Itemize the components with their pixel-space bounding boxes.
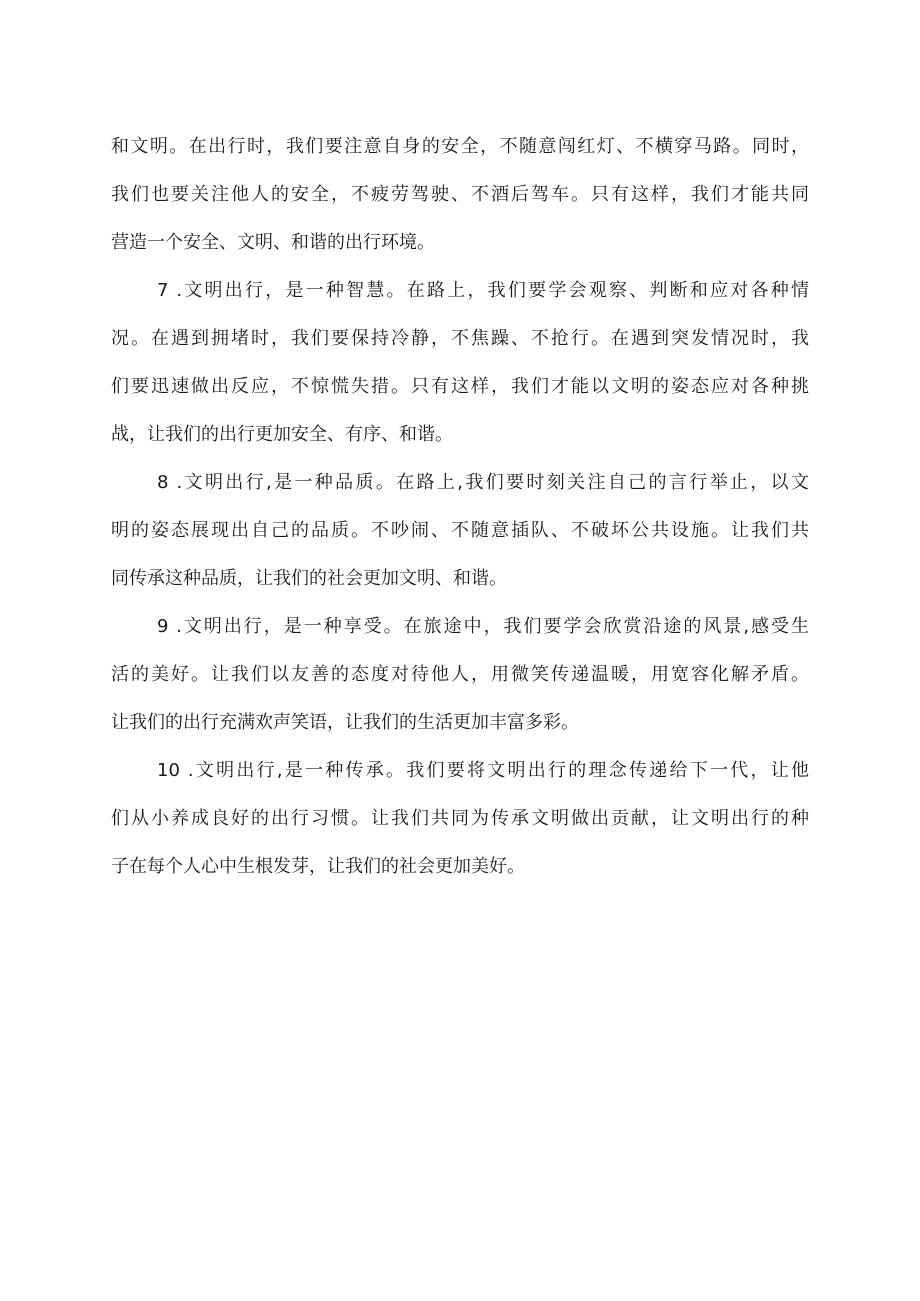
paragraph-7 xyxy=(111,267,809,459)
text-line: 况。在遇到拥堵时，我们要保持冷静，不焦躁、不抢行。在遇到突发情况时，我 xyxy=(111,328,809,349)
paragraph-8 xyxy=(111,459,809,603)
text-line: 子在每个人心中生根发芽，让我们的社会更加美好。 xyxy=(111,856,525,877)
text-line: 们从小养成良好的出行习惯。让我们共同为传承文明做出贡献，让文明出行的种 xyxy=(111,808,809,829)
paragraph-9 xyxy=(111,603,809,747)
text-line: 让我们的出行充满欢声笑语，让我们的生活更加丰富多彩。 xyxy=(111,712,579,733)
text-line: 明的姿态展现出自己的品质。不吵闹、不随意插队、不破坏公共设施。让我们共 xyxy=(111,520,809,541)
paragraph-6-continued xyxy=(111,123,809,267)
text-line: 10 .文明出行,是一种传承。我们要将文明出行的理念传递给下一代，让他 xyxy=(157,760,809,781)
text-line: 们要迅速做出反应，不惊慌失措。只有这样，我们才能以文明的姿态应对各种挑 xyxy=(111,376,809,397)
text-line: 同传承这种品质，让我们的社会更加文明、和谐。 xyxy=(111,568,507,589)
text-line: 9 .文明出行，是一种享受。在旅途中，我们要学会欣赏沿途的风景,感受生 xyxy=(157,616,809,637)
paragraph-10 xyxy=(111,747,809,891)
text-line: 我们也要关注他人的安全，不疲劳驾驶、不酒后驾车。只有这样，我们才能共同 xyxy=(111,184,809,205)
text-line: 7 .文明出行，是一种智慧。在路上，我们要学会观察、判断和应对各种情 xyxy=(157,280,809,301)
document-body xyxy=(111,123,809,891)
text-line: 战，让我们的出行更加安全、有序、和谐。 xyxy=(111,424,453,445)
text-line: 活的美好。让我们以友善的态度对待他人，用微笑传递温暖，用宽容化解矛盾。 xyxy=(111,664,809,685)
text-line: 营造一个安全、文明、和谐的出行环境。 xyxy=(111,232,435,253)
text-line: 和文明。在出行时，我们要注意自身的安全，不随意闯红灯、不横穿马路。同时， xyxy=(111,136,809,157)
text-line: 8 .文明出行,是一种品质。在路上,我们要时刻关注自己的言行举止，以文 xyxy=(157,472,809,493)
